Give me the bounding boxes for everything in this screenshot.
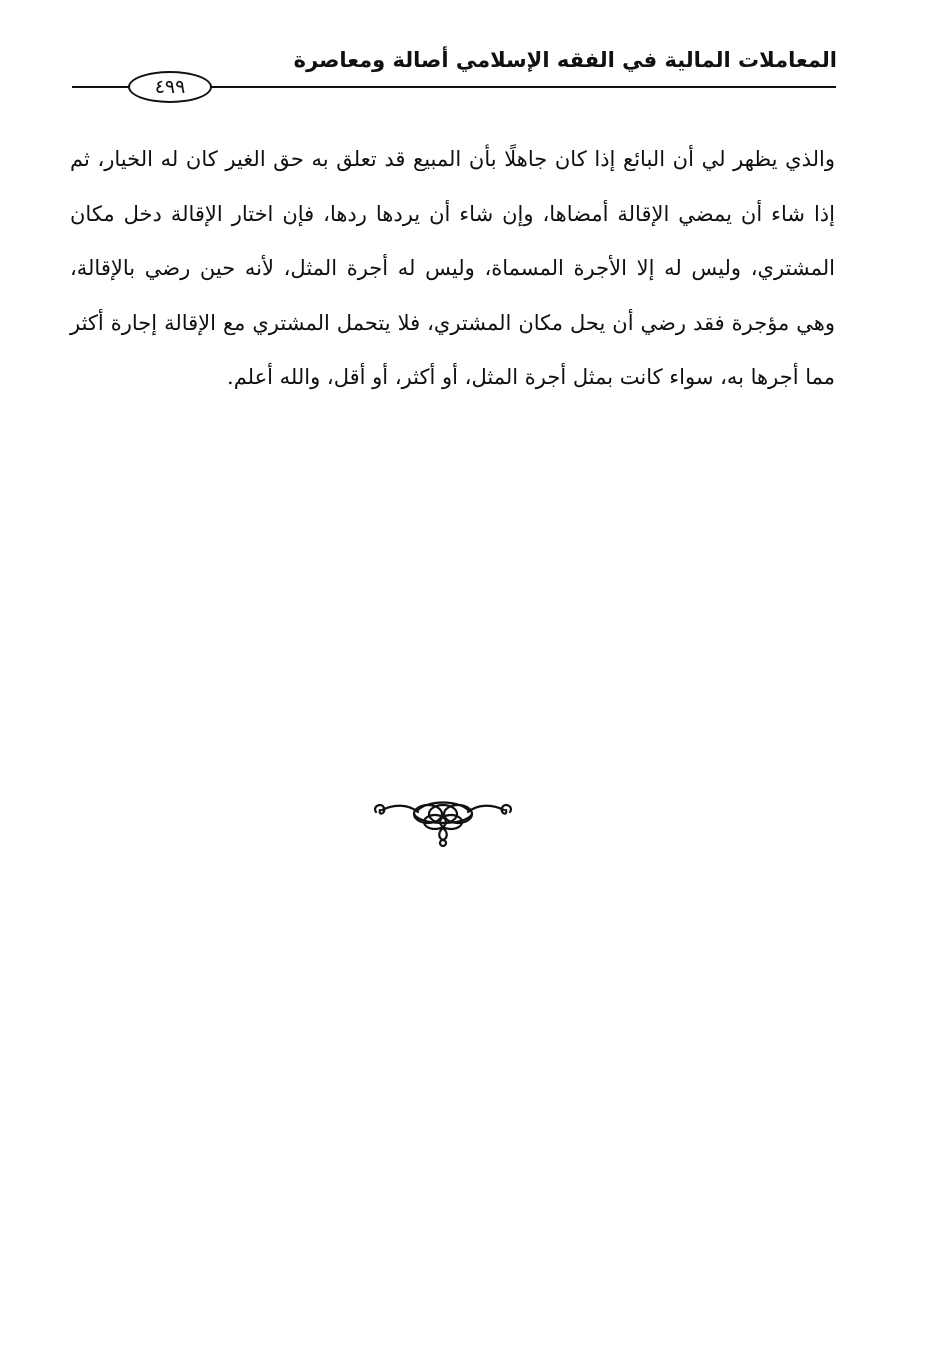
- running-header-title: المعاملات المالية في الفقه الإسلامي أصالة ومعاصرة: [293, 48, 837, 72]
- page-number: ٤٩٩: [128, 71, 212, 103]
- fleuron-knot-icon: [368, 792, 518, 848]
- body-paragraph: والذي يظهر لي أن البائع إذا كان جاهلًا بأن المبيع قد تعلق به حق الغير كان له الخيار، ثم إذا شاء أن يمضي الإقالة أمضاها، وإن شاء أن يردها ردها، فإن اختار الإقالة دخل مكان المشتري، وليس له إلا الأجرة المسماة، وليس له أجرة المثل، لأنه حين رضي بالإقالة، وهي مؤجرة فقد رضي أن يحل مكان المشتري، فلا يتحمل المشتري مع الإقالة إجارة أكثر مما أجرها به، سواء كانت بمثل أجرة المثل، أو أكثر، أو أقل، والله أعلم.: [70, 147, 835, 390]
